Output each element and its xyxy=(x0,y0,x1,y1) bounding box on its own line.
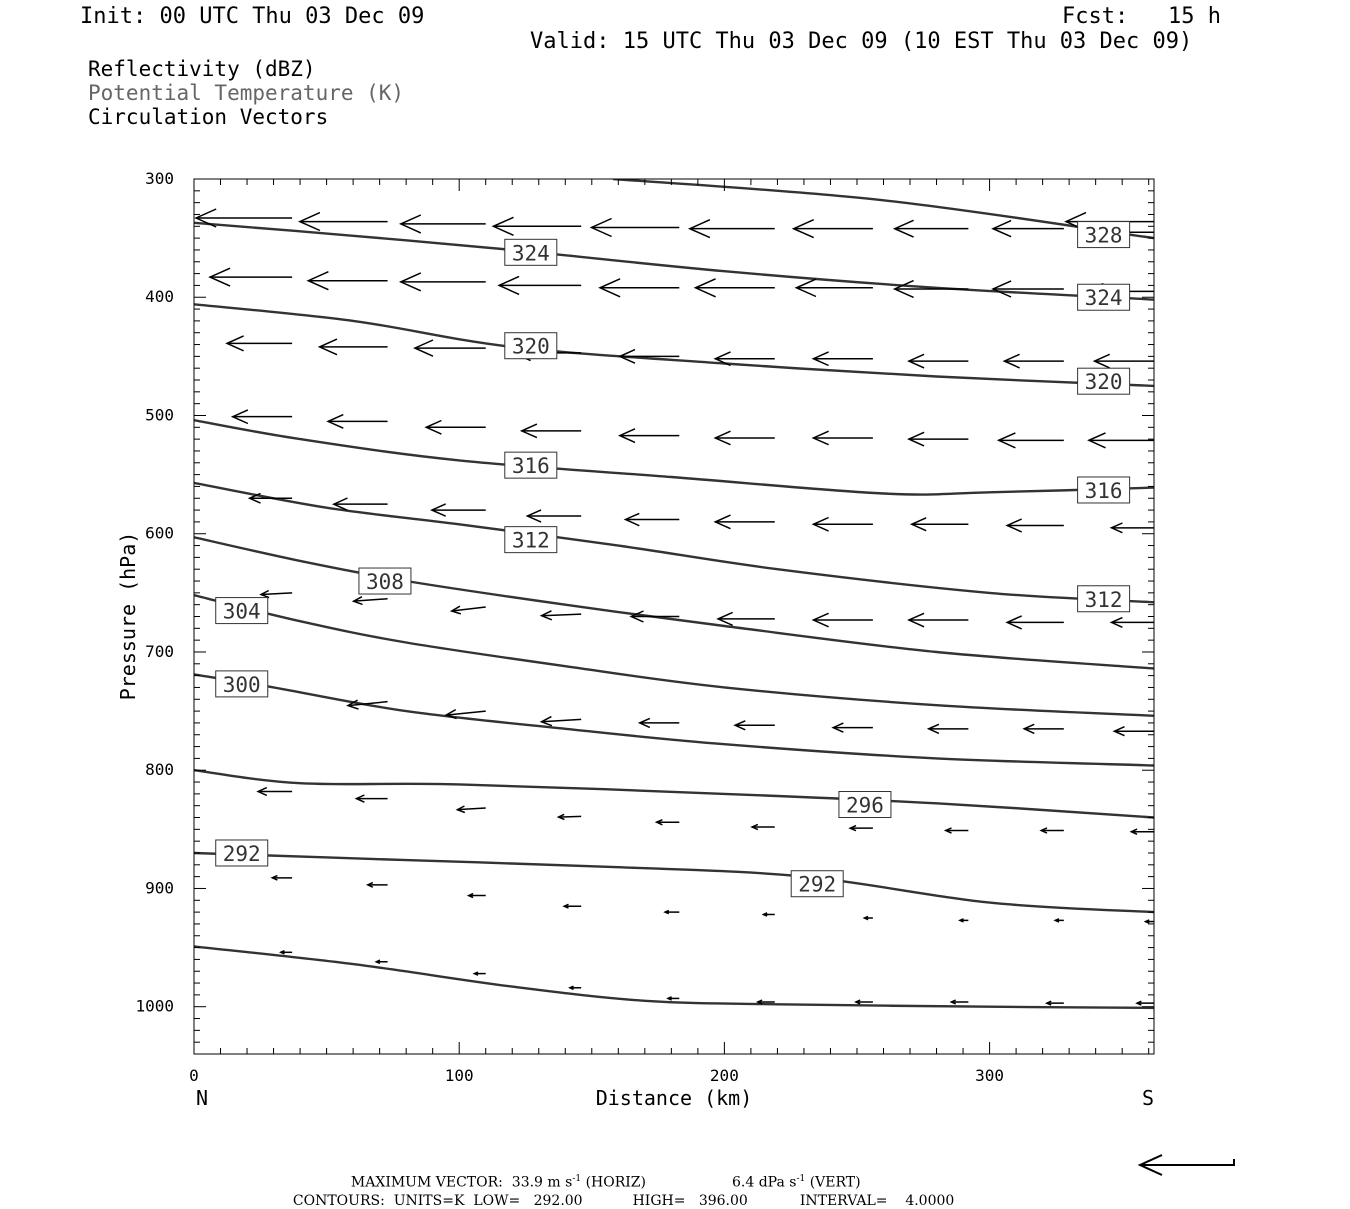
contour-label: 308 xyxy=(365,570,404,595)
max-vector-horiz-unit: m s xyxy=(547,1174,573,1191)
contours-high-value: 396.00 xyxy=(698,1193,748,1209)
contour-label: 304 xyxy=(222,599,261,624)
x-tick-label: 0 xyxy=(189,1066,199,1085)
contour-label: 312 xyxy=(511,528,550,553)
y-tick-label: 1000 xyxy=(135,996,174,1016)
max-vector-vert-unit: dPa s xyxy=(758,1174,797,1191)
valid-time: Valid: 15 UTC Thu 03 Dec 09 (10 EST Thu 03 Dec 09) xyxy=(530,29,1193,54)
contour-line xyxy=(194,483,1154,602)
contour-label: 300 xyxy=(222,672,261,697)
contour-label: 316 xyxy=(1084,478,1123,503)
contour-line xyxy=(194,770,1154,817)
reference-vector-icon xyxy=(1132,1150,1242,1180)
contours-low-value: 292.00 xyxy=(533,1193,583,1209)
y-tick-label: 300 xyxy=(145,169,174,188)
legend-circulation-vectors: Circulation Vectors xyxy=(88,105,329,129)
forecast-hour: Fcst: 15 h xyxy=(1062,4,1221,29)
contour-line xyxy=(194,420,1154,494)
contour-label: 292 xyxy=(798,872,837,897)
x-axis-title: Distance (km) xyxy=(595,1086,753,1110)
contour-label: 312 xyxy=(1084,587,1123,612)
legend-reflectivity: Reflectivity (dBZ) xyxy=(88,57,316,81)
x-tick-label: 300 xyxy=(975,1066,1005,1085)
contours-units: UNITS=K xyxy=(393,1193,465,1209)
y-tick-label: 900 xyxy=(145,878,174,898)
contour-label: 328 xyxy=(1084,223,1123,248)
contour-line xyxy=(194,853,1154,912)
x-tick-label: 200 xyxy=(709,1066,739,1085)
contour-line xyxy=(194,537,1154,668)
contour-label: 296 xyxy=(845,793,884,818)
contours-interval-value: 4.0000 xyxy=(905,1193,955,1209)
x-tick-label: 100 xyxy=(444,1066,474,1085)
contour-line xyxy=(194,595,1154,716)
contour-line xyxy=(194,304,1154,386)
contour-label: 320 xyxy=(1084,370,1123,395)
circulation-vector xyxy=(559,816,582,817)
y-tick-label: 400 xyxy=(145,287,174,307)
init-time: Init: 00 UTC Thu 03 Dec 09 xyxy=(80,4,425,29)
max-vector-vert-exponent: -1 xyxy=(796,1174,806,1184)
contour-line xyxy=(194,674,1154,765)
x-end-label-south: S xyxy=(1141,1086,1155,1110)
contour-label: 320 xyxy=(511,334,550,359)
max-vector-horiz-value: 33.9 xyxy=(511,1174,543,1191)
contours-interval-label: INTERVAL= xyxy=(799,1193,888,1209)
circulation-vector xyxy=(542,614,582,616)
contours-line xyxy=(284,1174,955,1209)
y-axis-title: Pressure (hPa) xyxy=(116,531,140,701)
y-tick-label: 500 xyxy=(145,405,174,425)
legend-potential-temperature: Potential Temperature (K) xyxy=(88,81,405,105)
contours-high-label: HIGH= xyxy=(632,1193,686,1209)
max-vector-label: MAXIMUM VECTOR: xyxy=(350,1174,503,1191)
y-tick-label: 600 xyxy=(145,523,174,543)
contours-label: CONTOURS: xyxy=(292,1193,385,1209)
contours-low-label: LOW= xyxy=(473,1193,521,1209)
circulation-vector xyxy=(542,719,582,721)
y-tick-label: 700 xyxy=(145,641,174,661)
contour-label: 292 xyxy=(222,841,261,866)
max-vector-horiz-exponent: -1 xyxy=(572,1174,582,1184)
contour-label: 316 xyxy=(511,454,550,479)
y-tick-label: 800 xyxy=(145,760,174,780)
circulation-vector xyxy=(261,593,292,595)
max-vector-horiz-tag: (HORIZ) xyxy=(585,1174,646,1191)
max-vector-vert-tag: (VERT) xyxy=(809,1174,861,1191)
max-vector-vert-value: 6.4 xyxy=(732,1174,755,1191)
contour-label: 324 xyxy=(1084,286,1123,311)
contour-label: 324 xyxy=(511,241,550,266)
x-end-label-north: N xyxy=(195,1086,209,1110)
